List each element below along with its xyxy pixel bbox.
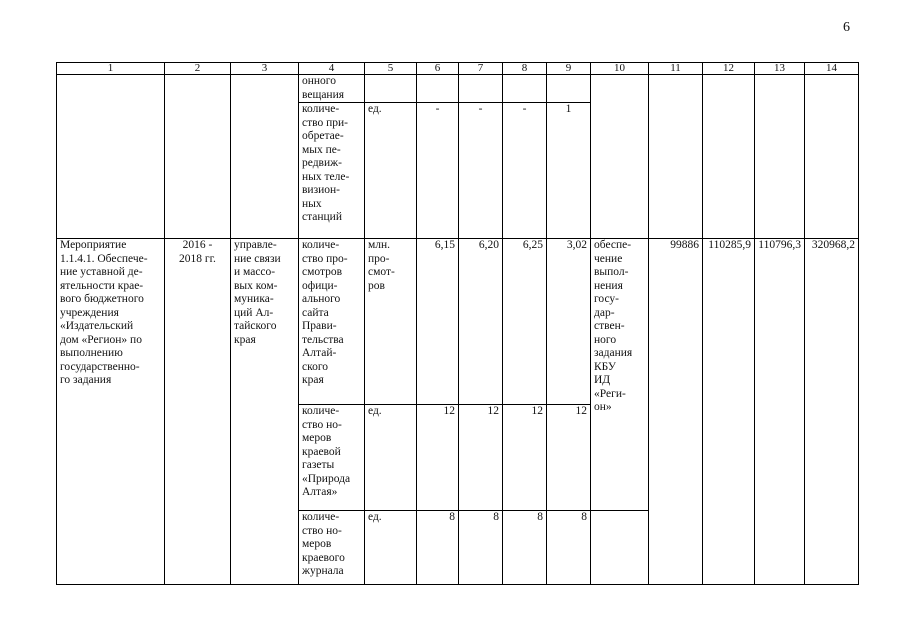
empty-cell [547,75,591,103]
unit-cell: ед. [365,103,417,239]
indicator-cell: количе- ство но- меров краевой газеты «Природа Алтая» [299,405,365,511]
empty-cell [703,75,755,239]
unit-cell: ед. [365,405,417,511]
empty-cell [591,511,649,585]
column-header: 11 [649,63,703,75]
unit-cell: ед. [365,511,417,585]
column-header: 10 [591,63,649,75]
value-cell: 6,25 [503,239,547,405]
column-header: 5 [365,63,417,75]
unit-cell: млн. про- смот- ров [365,239,417,405]
value-cell: 6,15 [417,239,459,405]
value-cell: - [459,103,503,239]
value-cell: 8 [417,511,459,585]
value-cell: 3,02 [547,239,591,405]
total-cell: 99886 [649,239,703,585]
column-header: 7 [459,63,503,75]
column-header: 12 [703,63,755,75]
empty-cell [503,75,547,103]
value-cell: 1 [547,103,591,239]
empty-cell [365,75,417,103]
value-cell: 12 [417,405,459,511]
value-cell: - [503,103,547,239]
header-row [57,63,859,75]
indicator-cell: количе- ство при- обретае- мых пе- редвиж- ных теле- визион- ных станций [299,103,365,239]
empty-cell [165,75,231,239]
empty-cell [755,75,805,239]
total-cell: 320968,2 [805,239,859,585]
value-cell: - [417,103,459,239]
funding-source-cell: обеспе- чение выпол- нения госу- дар- ствен- ного задания КБУ ИД «Реги- он» [591,239,649,511]
column-header: 13 [755,63,805,75]
column-header: 2 [165,63,231,75]
total-cell: 110285,9 [703,239,755,585]
column-header: 14 [805,63,859,75]
table-row [57,75,859,103]
value-cell: 8 [547,511,591,585]
column-header: 3 [231,63,299,75]
empty-cell [649,75,703,239]
indicator-cell: количе- ство но- меров краевого журнала [299,511,365,585]
empty-cell [805,75,859,239]
executor-cell: управле- ние связи и массо- вых ком- муника- ций Ал- тайского края [231,239,299,585]
table-row [57,239,859,405]
indicator-cell: онного вещания [299,75,365,103]
value-cell: 8 [459,511,503,585]
value-cell: 6,20 [459,239,503,405]
page-number: 6 [843,20,850,35]
period-cell: 2016 - 2018 гг. [165,239,231,585]
empty-cell [417,75,459,103]
empty-cell [57,75,165,239]
empty-cell [231,75,299,239]
value-cell: 12 [547,405,591,511]
value-cell: 8 [503,511,547,585]
column-header: 8 [503,63,547,75]
total-cell: 110796,3 [755,239,805,585]
empty-cell [591,75,649,239]
value-cell: 12 [459,405,503,511]
measure-name-cell: Мероприятие 1.1.4.1. Обеспече- ние уставной де- ятельности крае- вого бюджетного учреждения «Издательский дом «Регион» по выполнению государственно- го задания [57,239,165,585]
value-cell: 12 [503,405,547,511]
empty-cell [459,75,503,103]
indicator-cell: количе- ство про- смотров офици- ального сайта Прави- тельства Алтай- ского края [299,239,365,405]
column-header: 4 [299,63,365,75]
column-header: 1 [57,63,165,75]
program-table [56,62,859,585]
column-header: 9 [547,63,591,75]
column-header: 6 [417,63,459,75]
